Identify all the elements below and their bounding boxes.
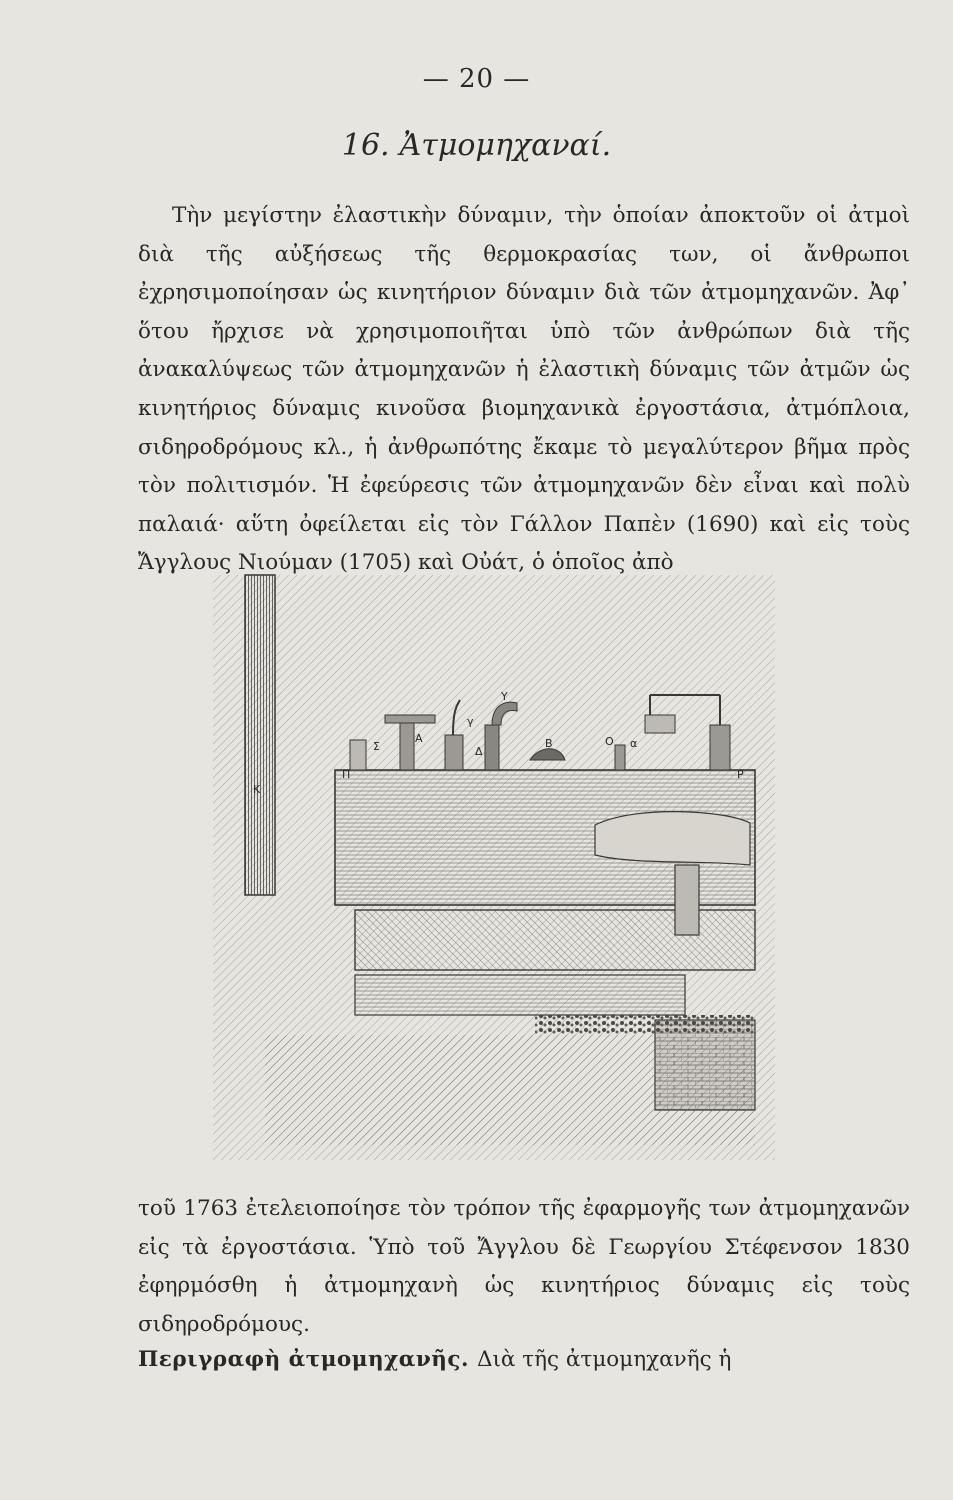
label-omicron: Ο bbox=[605, 735, 614, 748]
section-number: 16. bbox=[341, 128, 390, 163]
label-rho: Ρ bbox=[737, 768, 744, 781]
steam-dome bbox=[595, 812, 750, 865]
description-text: Διὰ τῆς ἀτμομηχανῆς ἡ bbox=[476, 1347, 732, 1372]
label-kappa: Κ bbox=[253, 783, 261, 796]
downpipe bbox=[675, 865, 699, 935]
paragraph-history: τοῦ 1763 ἐτελειοποίησε τὸν τρόπον τῆς ἐφαρμογῆς των ἀτμομηχανῶν εἰς τὰ ἐργοστάσια. Ὑπὸ τοῦ Ἄγγλου δὲ Γεωργίου Στέφενσον 1830 ἐφηρμόσθη ἡ ἀτμομηχανὴ ὡς κινητήριος δύναμις εἰς τοὺς σιδηροδρόμους. bbox=[138, 1196, 910, 1337]
ash-pit bbox=[265, 1035, 755, 1145]
steam-boiler-figure bbox=[205, 565, 785, 1170]
section-title-text: Ἀτμομηχαναί. bbox=[399, 128, 612, 163]
label-pi: Π bbox=[342, 768, 351, 781]
paragraph-description bbox=[138, 1341, 910, 1380]
description-heading: Περιγραφὴ ἀτμομηχανῆς. bbox=[138, 1347, 469, 1372]
label-alpha: Α bbox=[415, 732, 423, 745]
coal-bed bbox=[535, 1015, 755, 1035]
chimney bbox=[245, 575, 275, 895]
label-beta: Β bbox=[545, 737, 553, 750]
label-a: α bbox=[630, 737, 638, 750]
label-sigma: Σ bbox=[373, 740, 380, 753]
section-title bbox=[0, 128, 953, 163]
steam-boiler-drawing bbox=[205, 565, 785, 1170]
label-gamma: γ bbox=[467, 715, 474, 728]
furnace bbox=[355, 975, 685, 1015]
label-upsilon: Υ bbox=[501, 690, 508, 703]
label-delta: Δ bbox=[475, 745, 483, 758]
paragraph-intro: Τὴν μεγίστην ἐλαστικὴν δύναμιν, τὴν ὁποίαν ἀποκτοῦν οἱ ἀτμοὶ διὰ τῆς αὐξήσεως τῆς θερμοκρασίας των, οἱ ἄνθρωποι ἐχρησιμοποίησαν ὡς κινητήριον δύναμιν διὰ τῶν ἀτμομηχανῶν. Ἀφ᾽ ὅτου ἤρχισε νὰ χρησιμοποιῆται ὑπὸ τῶν ἀνθρώπων διὰ τῆς ἀνακαλύψεως τῶν ἀτμομηχανῶν ἡ ἐλαστικὴ δύναμις τῶν ἀτμῶν ὡς κινητήριος δύναμις κινοῦσα βιομηχανικὰ ἐργοστάσια, ἀτμόπλοια, σιδηροδρόμους κλ., ἡ ἀνθρωπότης ἔκαμε τὸ μεγαλύτερον βῆμα πρὸς τὸν πολιτισμόν. Ἡ ἐφεύρεσις τῶν ἀτμομηχανῶν δὲν εἶναι καὶ πολὺ παλαιά· αὕτη ὀφείλεται εἰς τὸν Γάλλον Παπὲν (1690) καὶ εἰς τοὺς Ἄγγλους Νιούμαν (1705) καὶ Οὐάτ, ὁ ὁποῖος ἀπὸ bbox=[138, 203, 910, 576]
page-number: — 20 — bbox=[422, 64, 531, 94]
